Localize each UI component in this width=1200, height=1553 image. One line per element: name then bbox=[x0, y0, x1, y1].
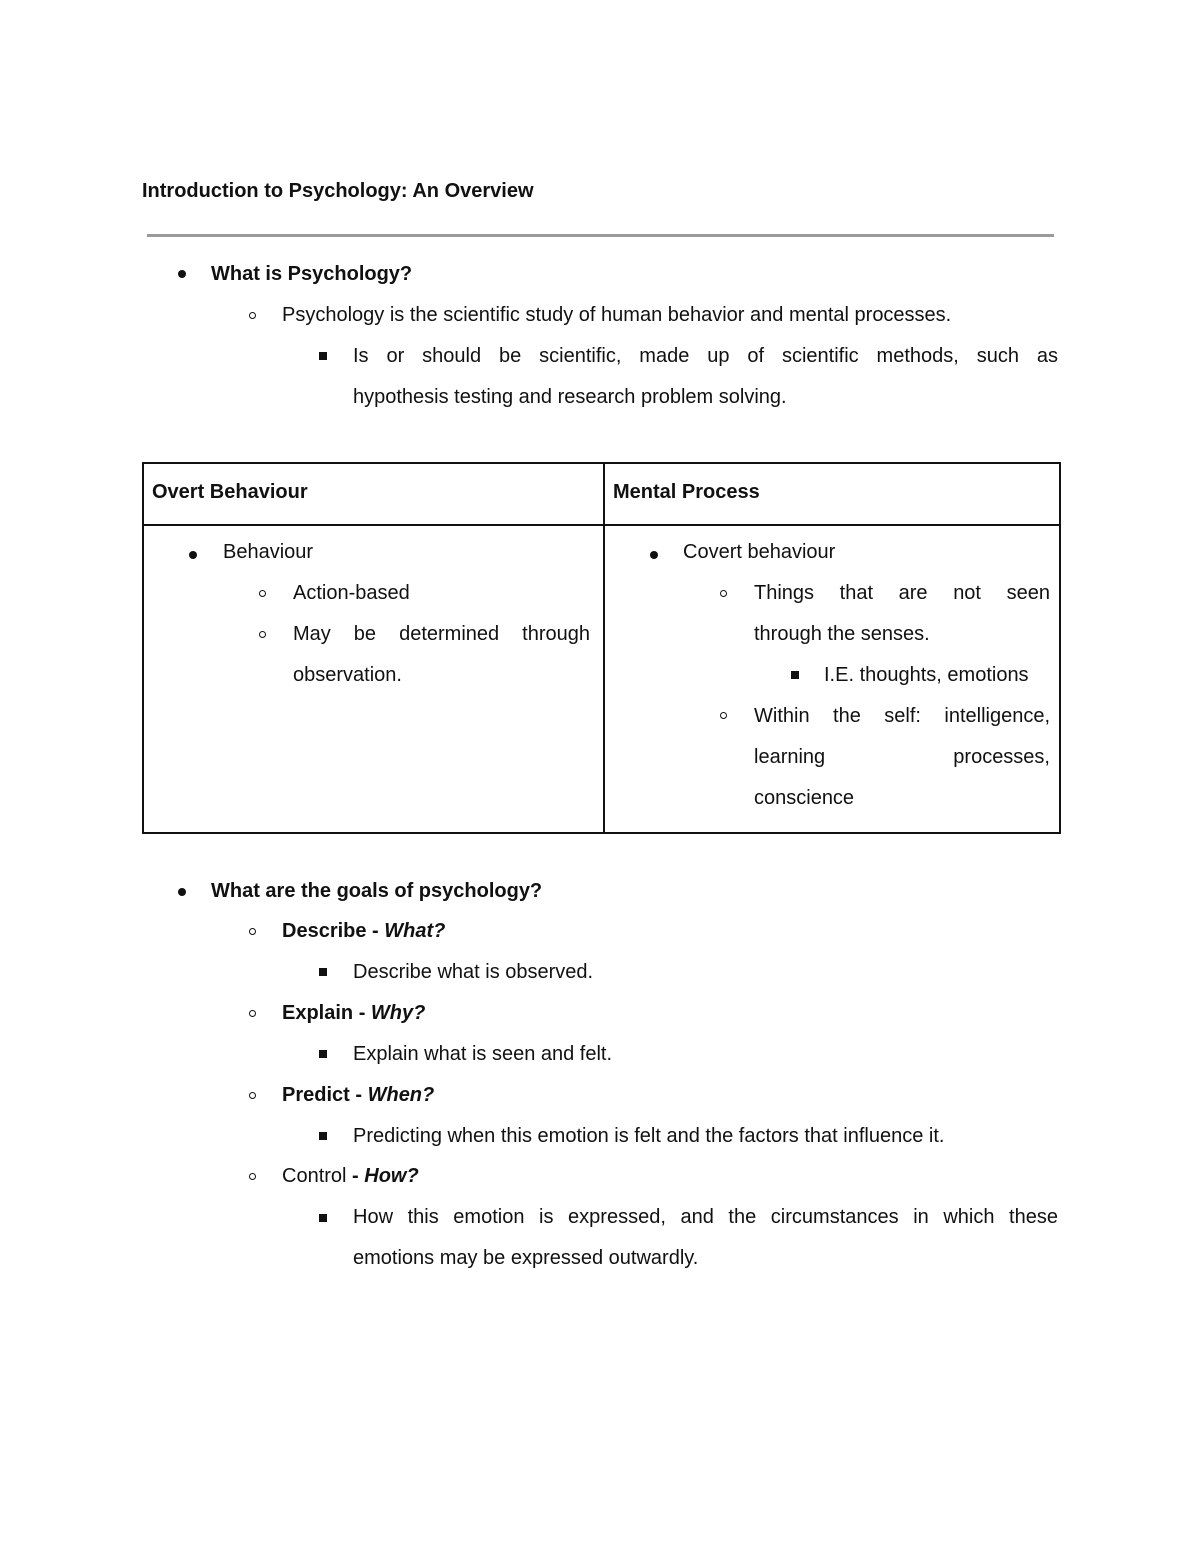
cell-subitem-line2: observation. bbox=[293, 664, 402, 686]
goal-name: Control bbox=[282, 1165, 347, 1187]
goal-describe bbox=[282, 919, 445, 943]
disc-bullet-icon bbox=[178, 888, 186, 896]
goal-detail: Predicting when this emotion is felt and the factors that influence it. bbox=[353, 1125, 945, 1147]
horizontal-rule bbox=[147, 234, 1054, 237]
goal-separator: - bbox=[366, 920, 385, 942]
circle-bullet-icon bbox=[249, 1092, 256, 1099]
goal-question: When? bbox=[367, 1084, 435, 1106]
table-header-mental bbox=[604, 463, 1060, 525]
definition-text: Psychology is the scientific study of human behavior and mental processes. bbox=[282, 304, 952, 326]
disc-bullet-icon bbox=[189, 551, 197, 559]
circle-bullet-icon bbox=[259, 631, 266, 638]
goal-name: Predict bbox=[282, 1084, 350, 1106]
square-bullet-icon bbox=[319, 1132, 327, 1140]
detail-text-line1: Is or should be scientific, made up of scientific methods, such as bbox=[353, 345, 1058, 367]
goal-predict bbox=[282, 1083, 434, 1107]
cell-subitem-line1: Things that are not seen bbox=[754, 582, 1050, 604]
cell-subitem: Action-based bbox=[293, 582, 410, 604]
cell-item: Covert behaviour bbox=[683, 541, 836, 563]
circle-bullet-icon bbox=[249, 312, 256, 319]
goal-question: How? bbox=[364, 1165, 419, 1187]
cell-subitem-line2: learning processes, bbox=[754, 746, 1050, 768]
cell-subitem-line1: May be determined through bbox=[293, 623, 590, 645]
circle-bullet-icon bbox=[720, 712, 727, 719]
cell-subitem-line3: conscience bbox=[754, 787, 855, 809]
circle-bullet-icon bbox=[249, 1010, 256, 1017]
goal-separator: - bbox=[353, 1002, 371, 1024]
comparison-table bbox=[142, 462, 1061, 834]
square-bullet-icon bbox=[319, 968, 327, 976]
disc-bullet-icon bbox=[178, 270, 186, 278]
goal-detail-line1: How this emotion is expressed, and the circumstances in which these bbox=[353, 1206, 1058, 1228]
disc-bullet-icon bbox=[650, 551, 658, 559]
table-header-overt bbox=[143, 463, 604, 525]
goal-question: Why? bbox=[370, 1002, 426, 1024]
section-heading: What are the goals of psychology? bbox=[211, 880, 543, 902]
cell-item: Behaviour bbox=[223, 541, 314, 563]
cell-detail: I.E. thoughts, emotions bbox=[824, 664, 1029, 686]
goal-control bbox=[282, 1164, 419, 1188]
circle-bullet-icon bbox=[720, 590, 727, 597]
goal-name: Explain bbox=[282, 1002, 354, 1024]
goal-detail-line2: emotions may be expressed outwardly. bbox=[353, 1247, 699, 1269]
section-heading: What is Psychology? bbox=[211, 263, 413, 285]
table-header-label: Mental Process bbox=[613, 481, 760, 503]
cell-subitem-line2: through the senses. bbox=[754, 623, 930, 645]
table-cell-overt bbox=[143, 525, 604, 833]
goal-question: What? bbox=[384, 920, 446, 942]
goal-separator: - bbox=[349, 1084, 368, 1106]
goal-detail: Explain what is seen and felt. bbox=[353, 1043, 613, 1065]
goal-explain bbox=[282, 1001, 425, 1025]
goal-separator: - bbox=[346, 1165, 365, 1187]
circle-bullet-icon bbox=[249, 1173, 256, 1180]
goal-detail: Describe what is observed. bbox=[353, 961, 594, 983]
square-bullet-icon bbox=[319, 1214, 327, 1222]
square-bullet-icon bbox=[319, 352, 327, 360]
circle-bullet-icon bbox=[249, 928, 256, 935]
document-title: Introduction to Psychology: An Overview bbox=[142, 180, 534, 202]
square-bullet-icon bbox=[319, 1050, 327, 1058]
table-cell-mental bbox=[604, 525, 1060, 833]
circle-bullet-icon bbox=[259, 590, 266, 597]
square-bullet-icon bbox=[791, 671, 799, 679]
cell-subitem-line1: Within the self: intelligence, bbox=[754, 705, 1050, 727]
goal-name: Describe bbox=[282, 920, 367, 942]
detail-text-line2: hypothesis testing and research problem solving. bbox=[353, 386, 787, 408]
table-header-label: Overt Behaviour bbox=[152, 481, 308, 503]
